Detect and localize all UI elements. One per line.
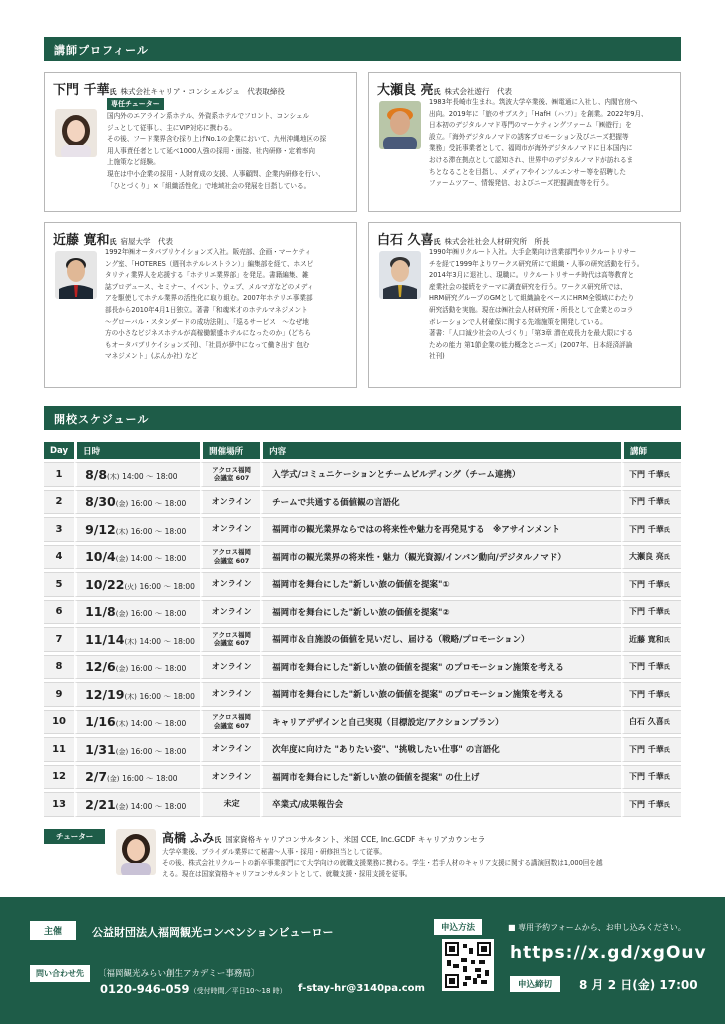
row-day: 4	[44, 545, 74, 570]
schedule-row	[44, 627, 681, 652]
dedicated-tutor-badge: 専任チューター	[107, 98, 164, 110]
lecturer-card-kondo	[44, 222, 357, 388]
header-date: 日時	[74, 442, 200, 459]
schedule-row	[44, 545, 681, 570]
deadline-label: 申込締切	[510, 976, 560, 992]
row-day: 5	[44, 572, 74, 597]
row-date: 2/21(金) 14:00 ～ 18:00	[74, 792, 200, 817]
schedule-row	[44, 572, 681, 597]
lecturer-bio: 1990年㈱リクルート入社。大手企業向け営業部門やリクルートリサー チを経て1999年よりワークス研究所にて組織・人事の研究活動を行う。 2014年3月に退社し、現職に。リクルートリサーチ時代は高等教育と 産業社会の接続をテーマに調査研究を行う。ワークス研究所では、 HRM研究グループのGMとして組織論をベースにHRM全領域にわたり 研究活動を実施。現在は㈱社会人材研究所・所長として企業とのコラ ボレーションで人材確保に関する先端施策を開発している。 著書：「人口減少社会の人づくり」「第3章 潜在成長力を最大限にする ための能力 第1節企業の能力概念とニーズ」(2007年、日本経済評論 社刊)	[429, 248, 644, 361]
schedule-row	[44, 655, 681, 680]
schedule-row	[44, 490, 681, 515]
schedule-row	[44, 710, 681, 735]
row-lecturer: 白石 久喜氏	[621, 710, 681, 735]
row-date: 12/19(木) 16:00 ～ 18:00	[74, 682, 200, 707]
lecturer-bio: 1992年㈱オータパブリケイションズ入社。販売部、企画・マーケティ ング室、「HOTERES（週刊ホテルレストラン）」編集部を経て、ホスピ タリティ業界人を応援する「ホテリエ業界部」を発足。書籍編集、雑 誌プロデュース、セミナー、イベント、ウェブ、メルマガなどのメディ アを駆使してホテル業界の活性化に取り組む。2007年ホテリエ事業部 部長から2010年4月1日独立。著書「和魂米才のホテルマネジメント 〜グローバル・スタンダードの成功法則」、「巡るサービス 〜なぜ地 方の小さなビジネスホテルが高稼働繁盛ホテルになったのか」(どちら もオータパブリケイションズ刊)、「社員が夢中になって働き出す 包む マネジメント」(ぶんか社) など	[105, 248, 314, 361]
lecturer-card-shiraishi	[368, 222, 681, 388]
row-day: 11	[44, 737, 74, 762]
row-day: 8	[44, 655, 74, 680]
row-content: 福岡市を舞台にした"新しい旅の価値を提案" のプロモーション施策を考える	[260, 655, 621, 680]
row-content: 卒業式/成果報告会	[260, 792, 621, 817]
schedule-row	[44, 792, 681, 817]
schedule-table	[44, 439, 681, 820]
contact-label: 問い合わせ先	[30, 965, 90, 982]
lecturer-name: 下門 千華氏 株式会社キャリア・コンシェルジュ 代表取締役	[53, 83, 285, 98]
row-venue: オンライン	[200, 682, 260, 707]
row-lecturer: 下門 千華氏	[621, 792, 681, 817]
apply-url[interactable]: https://x.gd/xgOuv	[510, 943, 707, 963]
row-venue: オンライン	[200, 737, 260, 762]
schedule-row	[44, 737, 681, 762]
lecturer-card-osera	[368, 72, 681, 212]
row-date: 9/12(木) 16:00 ～ 18:00	[74, 517, 200, 542]
row-date: 2/7(金) 16:00 ～ 18:00	[74, 765, 200, 790]
contact-phone: 0120-946-059（受付時間／平日10〜18 時）	[100, 982, 287, 996]
lecturer-photo	[55, 251, 97, 299]
profile-section-title: 講師プロフィール	[44, 37, 681, 61]
row-venue: アクロス福岡 会議室 607	[200, 627, 260, 652]
row-content: 福岡市の観光業界ならではの将来性や魅力を再発見する ※アサインメント	[260, 517, 621, 542]
row-content: 福岡市を舞台にした"新しい旅の価値を提案" の仕上げ	[260, 765, 621, 790]
lecturer-name: 白石 久喜氏 株式会社社会人材研究所 所長	[377, 233, 550, 248]
row-day: 6	[44, 600, 74, 625]
row-day: 2	[44, 490, 74, 515]
row-venue: オンライン	[200, 600, 260, 625]
lecturer-photo	[379, 251, 421, 299]
row-lecturer: 下門 千華氏	[621, 490, 681, 515]
tutor-label: チューター	[44, 829, 105, 844]
row-lecturer: 大瀬良 亮氏	[621, 545, 681, 570]
row-content: チームで共通する価値観の言語化	[260, 490, 621, 515]
row-date: 1/16(木) 14:00 ～ 18:00	[74, 710, 200, 735]
row-content: 次年度に向けた "ありたい姿"、"挑戦したい仕事" の言語化	[260, 737, 621, 762]
row-venue: オンライン	[200, 490, 260, 515]
contact-email[interactable]: f-stay-hr@3140pa.com	[298, 983, 425, 994]
lecturer-photo	[379, 101, 421, 149]
row-day: 9	[44, 682, 74, 707]
row-day: 13	[44, 792, 74, 817]
row-lecturer: 近藤 寛和氏	[621, 627, 681, 652]
row-lecturer: 下門 千華氏	[621, 737, 681, 762]
header-venue: 開催場所	[200, 442, 260, 459]
row-venue: オンライン	[200, 517, 260, 542]
schedule-row	[44, 682, 681, 707]
row-lecturer: 下門 千華氏	[621, 682, 681, 707]
row-date: 11/14(木) 14:00 ～ 18:00	[74, 627, 200, 652]
row-content: 福岡市を舞台にした"新しい旅の価値を提案"②	[260, 600, 621, 625]
qr-code[interactable]	[442, 939, 494, 991]
schedule-header-row	[44, 442, 681, 459]
host-label: 主催	[30, 921, 76, 940]
tutor-bio: 大学卒業後、ブライダル業界にて秘書〜人事・採用・研修担当として従事。 その後、株式会社リクルートの新卒事業部門にて大学向けの就職支援業務に携わる。学生・若手人材のキャリア支援に関する講演回数は1,000回を越 える。現在は国家資格キャリアコンサルタントとして、就職支援・採用支援を従事。	[162, 848, 603, 879]
row-day: 1	[44, 462, 74, 487]
lecturer-card-shimokado	[44, 72, 357, 212]
lecturer-name: 近藤 寛和氏 宿屋大学 代表	[53, 233, 174, 248]
row-lecturer: 下門 千華氏	[621, 765, 681, 790]
lecturer-name: 大瀬良 亮氏 株式会社遊行 代表	[377, 83, 513, 98]
row-venue: 未定	[200, 792, 260, 817]
host-name: 公益財団法人福岡観光コンベンションビューロー	[92, 926, 334, 939]
row-date: 10/4(金) 14:00 ～ 18:00	[74, 545, 200, 570]
row-lecturer: 下門 千華氏	[621, 572, 681, 597]
row-content: 福岡市を舞台にした"新しい旅の価値を提案" のプロモーション施策を考える	[260, 682, 621, 707]
header-content: 内容	[260, 442, 621, 459]
row-venue: アクロス福岡 会議室 607	[200, 462, 260, 487]
row-date: 11/8(金) 16:00 ～ 18:00	[74, 600, 200, 625]
row-date: 8/8(木) 14:00 ～ 18:00	[74, 462, 200, 487]
row-venue: アクロス福岡 会議室 607	[200, 710, 260, 735]
row-lecturer: 下門 千華氏	[621, 462, 681, 487]
apply-label: 申込方法	[434, 919, 482, 935]
tutor-photo	[116, 829, 156, 875]
row-date: 1/31(金) 16:00 ～ 18:00	[74, 737, 200, 762]
row-day: 10	[44, 710, 74, 735]
row-lecturer: 下門 千華氏	[621, 600, 681, 625]
row-venue: オンライン	[200, 572, 260, 597]
row-content: 入学式/コミュニケーションとチームビルディング（チーム連携）	[260, 462, 621, 487]
row-lecturer: 下門 千華氏	[621, 517, 681, 542]
row-day: 12	[44, 765, 74, 790]
header-lecturer: 講師	[621, 442, 681, 459]
lecturer-bio: 国内外のエアライン系ホテル、外資系ホテルでフロント、コンシェル ジュとして従事し、主にVIP対応に携わる。 その後、フード業界含む採り上げNo.1の企業において、九州沖縄地区の採 用人事責任者として延べ1000人強の採用・面接、社内研修・定着率向 上施策など経験。 現在は中小企業の採用・人財育成の支援、人事顧問、企業内研修を行い、 「ひとづくり」×「組織活性化」で地域社会の発展を目指している。	[107, 112, 327, 190]
row-content: 福岡市の観光業界の将来性・魅力（観光資源/インバン動向/デジタルノマド）	[260, 545, 621, 570]
row-lecturer: 下門 千華氏	[621, 655, 681, 680]
row-venue: オンライン	[200, 765, 260, 790]
row-content: 福岡市＆自施設の価値を見いだし、届ける（戦略/プロモーション）	[260, 627, 621, 652]
contact-org: 〔福岡観光みらい創生アカデミー事務局〕	[98, 969, 260, 979]
schedule-section-title: 開校スケジュール	[44, 406, 681, 430]
row-venue: アクロス福岡 会議室 607	[200, 545, 260, 570]
row-day: 3	[44, 517, 74, 542]
schedule-row	[44, 600, 681, 625]
row-date: 12/6(金) 16:00 ～ 18:00	[74, 655, 200, 680]
schedule-row	[44, 517, 681, 542]
schedule-row	[44, 462, 681, 487]
schedule-row	[44, 765, 681, 790]
row-venue: オンライン	[200, 655, 260, 680]
header-day: Day	[44, 442, 74, 459]
row-content: 福岡市を舞台にした"新しい旅の価値を提案"①	[260, 572, 621, 597]
row-date: 8/30(金) 16:00 ～ 18:00	[74, 490, 200, 515]
lecturer-photo	[55, 109, 97, 157]
lecturer-bio: 1983年長崎市生まれ。筑波大学卒業後、㈱電通に入社し、内閣官房へ 出向。2019年に「旅のサブスク」「HafH（ハフ）」を創業。2022年9月、 日本初のデジタルノマド専門のマーケティングファーム「㈱遊行」を 設立。「海外デジタルノマドの誘客プロモーション及びニーズ把握等 業務」受託事業者として、福岡市が海外デジタルノマドに日本国内に おける滞在拠点として認知され、世界中のデジタルノマドが訪れるま ちとなることを目指し、メディアやインフルエンサー等を招聘した ファームツアー、情報発信、およびニーズ把握調査等を行う。	[429, 98, 648, 188]
apply-note: ■ 専用予約フォームから、お申し込みください。	[508, 923, 686, 932]
row-day: 7	[44, 627, 74, 652]
row-date: 10/22(火) 16:00 ～ 18:00	[74, 572, 200, 597]
footer	[0, 897, 725, 1024]
row-content: キャリアデザインと自己実現（目標設定/アクションプラン）	[260, 710, 621, 735]
tutor-name: 高橋 ふみ氏 国家資格キャリアコンサルタント、米国 CCE, Inc.GCDF キャリアカウンセラ	[162, 831, 486, 845]
deadline-value: 8 月 2 日(金) 17:00	[579, 978, 698, 992]
